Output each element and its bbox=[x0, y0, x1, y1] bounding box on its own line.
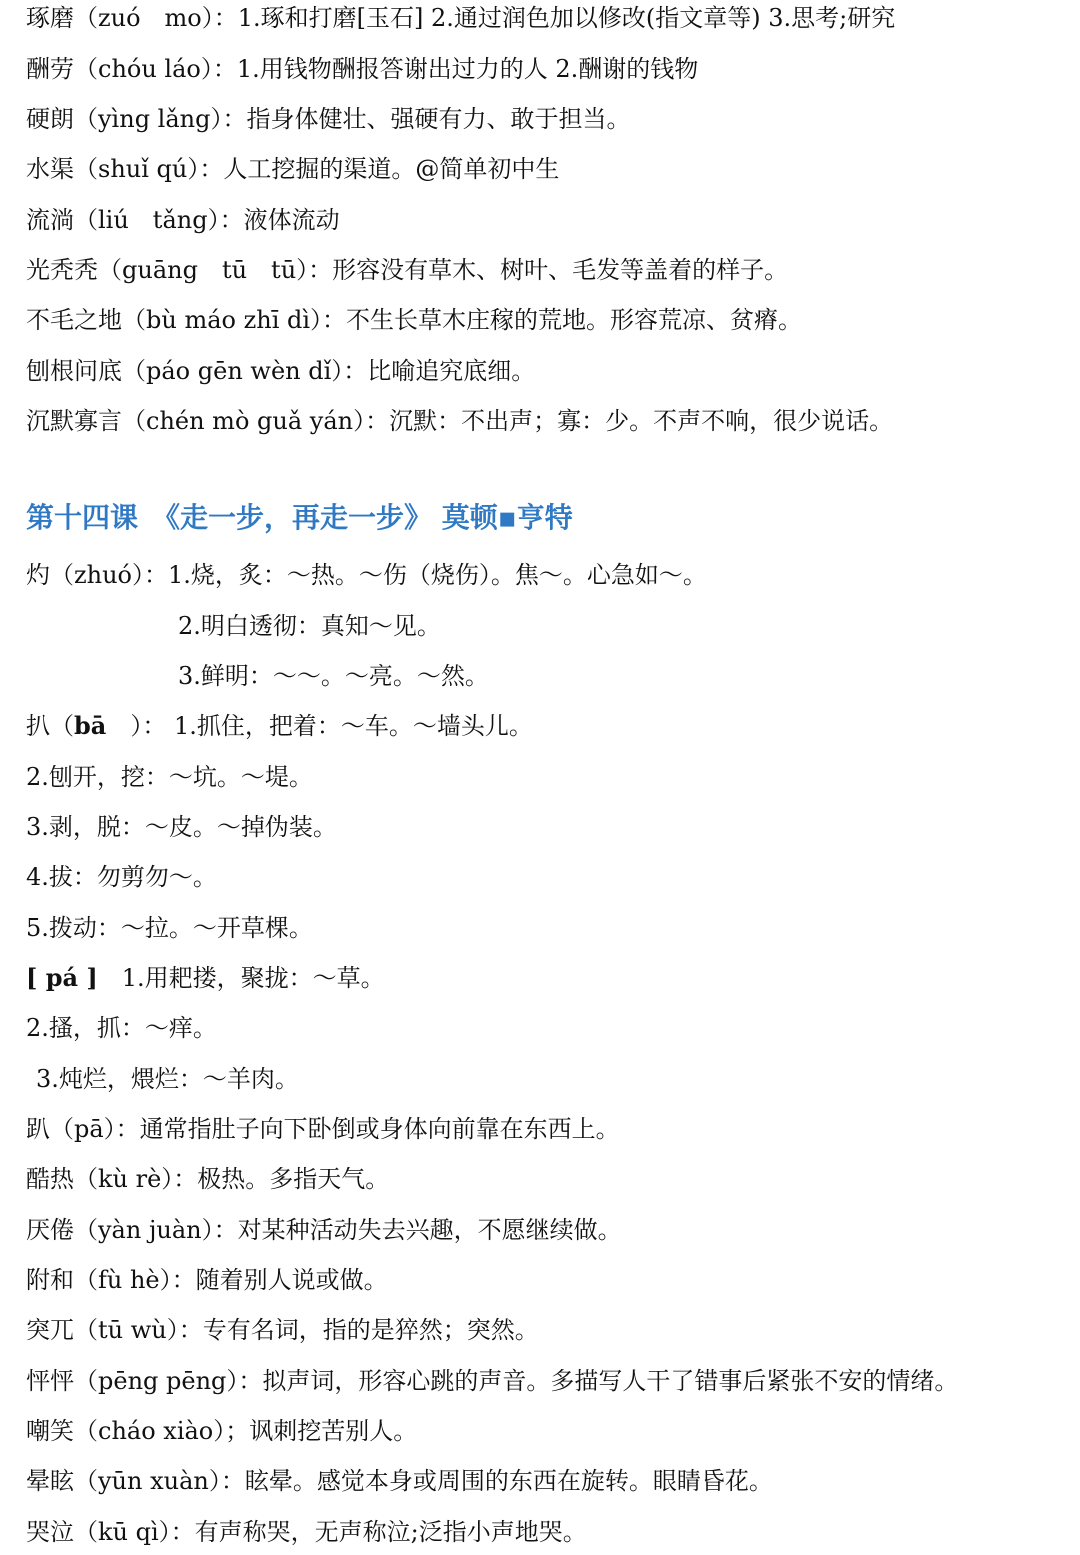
entry-zhuo-sense-2: 2.明白透彻：真知～见。 bbox=[178, 612, 441, 640]
entry-zhuo-sense-3: 3.鲜明：～～。～亮。～然。 bbox=[178, 662, 489, 690]
entry-yinglang: 硬朗（yìng lǎng）：指身体健壮、强硬有力、敢于担当。 bbox=[26, 105, 631, 133]
entry-ba-pinyin: bā bbox=[74, 711, 107, 740]
entry-ba-sense-1 bbox=[26, 711, 533, 741]
entry-pa-sense-1-text: 1.用耙搂，聚拢：～草。 bbox=[97, 964, 385, 992]
entry-ba-suffix: ）： 1.抓住，把着：～车。～墙头儿。 bbox=[106, 712, 533, 740]
entry-ba-sense-4: 4.拔：勿剪勿～。 bbox=[26, 863, 217, 891]
entry-fuhe: 附和（fù hè）：随着别人说或做。 bbox=[26, 1266, 388, 1294]
entry-pa-sense-3: 3.炖烂，煨烂：～羊肉。 bbox=[36, 1065, 299, 1093]
entry-ba-sense-2: 2.刨开，挖：～坑。～堤。 bbox=[26, 763, 313, 791]
entry-paogenwendi: 刨根问底（páo gēn wèn dǐ）：比喻追究底细。 bbox=[26, 357, 536, 385]
entry-pa-sense-2: 2.搔，抓：～痒。 bbox=[26, 1014, 217, 1042]
entry-yunxuan: 晕眩（yūn xuàn）：眩晕。感觉本身或周围的东西在旋转。眼睛昏花。 bbox=[26, 1467, 773, 1495]
entry-liutang: 流淌（liú tǎng）：液体流动 bbox=[26, 206, 340, 234]
entry-ba-sense-5: 5.拨动：～拉。～开草棵。 bbox=[26, 914, 313, 942]
entry-yanjuan: 厌倦（yàn juàn）：对某种活动失去兴趣，不愿继续做。 bbox=[26, 1216, 622, 1244]
entry-pa-tag: [ pá ] bbox=[26, 963, 98, 992]
entry-pengpeng: 怦怦（pēng pēng）：拟声词，形容心跳的声音。多描写人干了错事后紧张不安的情绪。 bbox=[26, 1367, 959, 1395]
entry-choulao: 酬劳（chóu láo）：1.用钱物酬报答谢出过力的人 2.酬谢的钱物 bbox=[26, 55, 699, 83]
entry-chenmoguayan: 沉默寡言（chén mò guǎ yán）：沉默：不出声；寡：少。不声不响，很少说话。 bbox=[26, 407, 894, 435]
entry-pa-sense-1 bbox=[26, 963, 385, 993]
entry-kure: 酷热（kù rè）：极热。多指天气。 bbox=[26, 1165, 390, 1193]
entry-ba-prefix: 扒（ bbox=[26, 712, 74, 740]
entry-zhuomo: 琢磨（zuó mo）：1.琢和打磨[玉石] 2.通过润色加以修改(指文章等) 3.思考;研究 bbox=[26, 4, 896, 32]
entry-bumaozhidi: 不毛之地（bù máo zhī dì）：不生长草木庄稼的荒地。形容荒凉、贫瘠。 bbox=[26, 306, 803, 334]
entry-zhuo-sense-1: 灼（zhuó）：1.烧，炙：～热。～伤（烧伤）。焦～。心急如～。 bbox=[26, 561, 707, 589]
entry-tuwu: 突兀（tū wù）：专有名词，指的是猝然；突然。 bbox=[26, 1316, 539, 1344]
entry-chaoxiao: 嘲笑（cháo xiào）；讽刺挖苦别人。 bbox=[26, 1417, 418, 1445]
entry-shuiqu: 水渠（shuǐ qú）：人工挖掘的渠道。@简单初中生 bbox=[26, 155, 560, 183]
entry-ba-sense-3: 3.剥，脱：～皮。～掉伪装。 bbox=[26, 813, 337, 841]
entry-pa-lie: 趴（pā）：通常指肚子向下卧倒或身体向前靠在东西上。 bbox=[26, 1115, 620, 1143]
entry-guangtutu: 光秃秃（guāng tū tū）：形容没有草木、树叶、毛发等盖着的样子。 bbox=[26, 256, 789, 284]
entry-kuqi: 哭泣（kū qì）：有声称哭，无声称泣;泛指小声地哭。 bbox=[26, 1518, 587, 1546]
lesson-heading: 第十四课 《走一步，再走一步》 莫顿▪亨特 bbox=[26, 501, 573, 534]
